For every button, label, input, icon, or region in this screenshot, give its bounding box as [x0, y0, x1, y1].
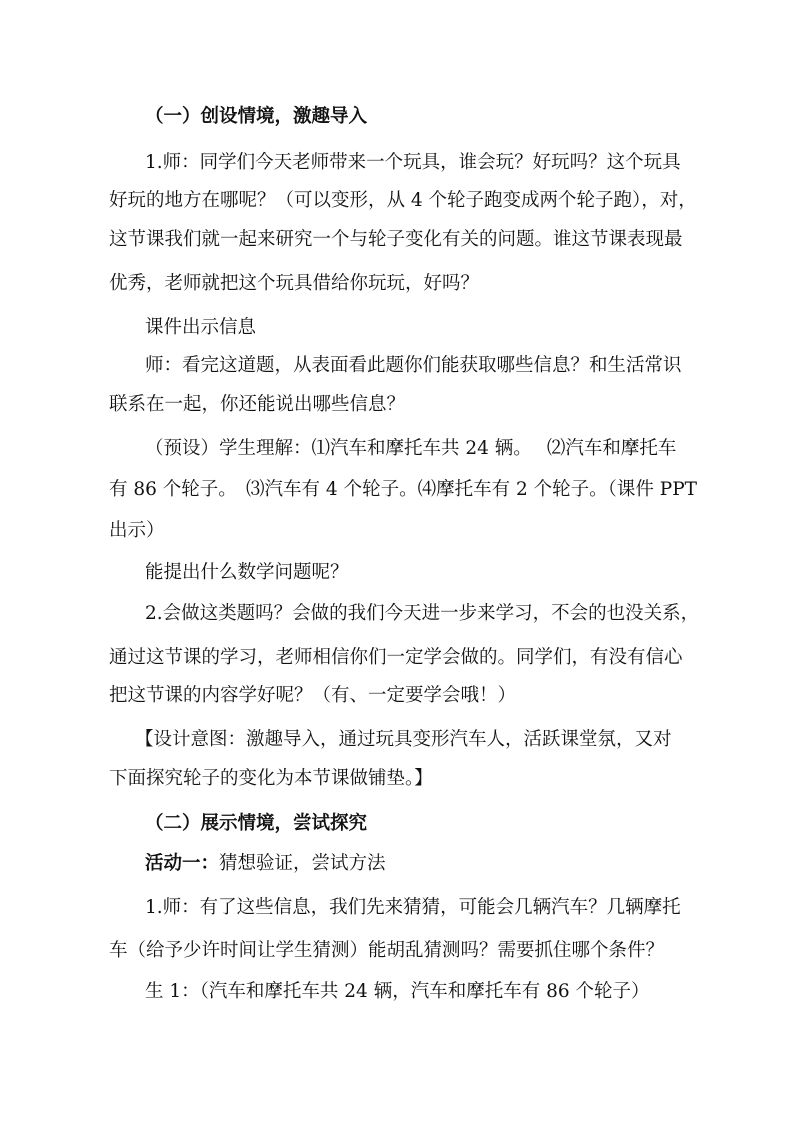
section1-p6-line1: 2.会做这类题吗？会做的我们今天进一步来学习，不会的也没关系， [145, 603, 700, 624]
section1-p2: 课件出示信息 [145, 317, 257, 338]
section1-p1-line2: 好玩的地方在哪呢？（可以变形，从 4 个轮子跑变成两个轮子跑），对， [109, 190, 697, 211]
section1-p4-line3: 出示） [109, 520, 165, 541]
section1-p5: 能提出什么数学问题呢？ [145, 562, 349, 583]
section1-p7-line1: 【设计意图：激趣导入，通过玩具变形汽车人，活跃课堂氛，又对 [135, 729, 672, 750]
section1-heading: （一）创设情境，激趣导入 [145, 106, 368, 127]
section1-p7-line2: 下面探究轮子的变化为本节课做铺垫。】 [109, 768, 433, 789]
section2-activity [145, 852, 386, 876]
section1-p6-line2: 通过这节课的学习，老师相信你们一定学会做的。同学们，有没有信心 [109, 647, 683, 668]
section2-heading: （二）展示情境，尝试探究 [145, 813, 368, 834]
section1-p3-line2: 联系在一起，你还能说出哪些信息？ [109, 394, 406, 415]
section1-p1-line1: 1.师：同学们今天老师带来一个玩具，谁会玩？好玩吗？这个玩具 [145, 152, 681, 173]
section2-activity-label: 活动一： [145, 853, 220, 874]
section2-p2: 生 1：（汽车和摩托车共 24 辆，汽车和摩托车有 86 个轮子） [145, 981, 650, 1002]
section1-p1-line3: 这节课我们就一起来研究一个与轮子变化有关的问题。谁这节课表现最 [109, 229, 683, 250]
section1-p4-line2: 有 86 个轮子。 ⑶汽车有 4 个轮子。⑷摩托车有 2 个轮子。（课件 PPT [109, 479, 697, 500]
section2-p1-line2: 车（给予少许时间让学生猜测）能胡乱猜测吗？需要抓住哪个条件？ [109, 940, 665, 961]
section1-p3-line1: 师：看完这道题，从表面看此题你们能获取哪些信息？和生活常识 [145, 355, 682, 376]
section1-p6-line3: 把这节课的内容学好呢？（有、一定要学会哦！） [109, 685, 517, 706]
section1-p1-line4: 优秀，老师就把这个玩具借给你玩玩，好吗？ [109, 273, 480, 294]
section2-activity-text: 猜想验证，尝试方法 [219, 853, 386, 874]
section2-p1-line1: 1.师：有了这些信息，我们先来猜猜，可能会几辆汽车？几辆摩托 [145, 897, 681, 918]
section1-p4-line1: （预设）学生理解：⑴汽车和摩托车共 24 辆。 ⑵汽车和摩托车 [145, 438, 677, 459]
